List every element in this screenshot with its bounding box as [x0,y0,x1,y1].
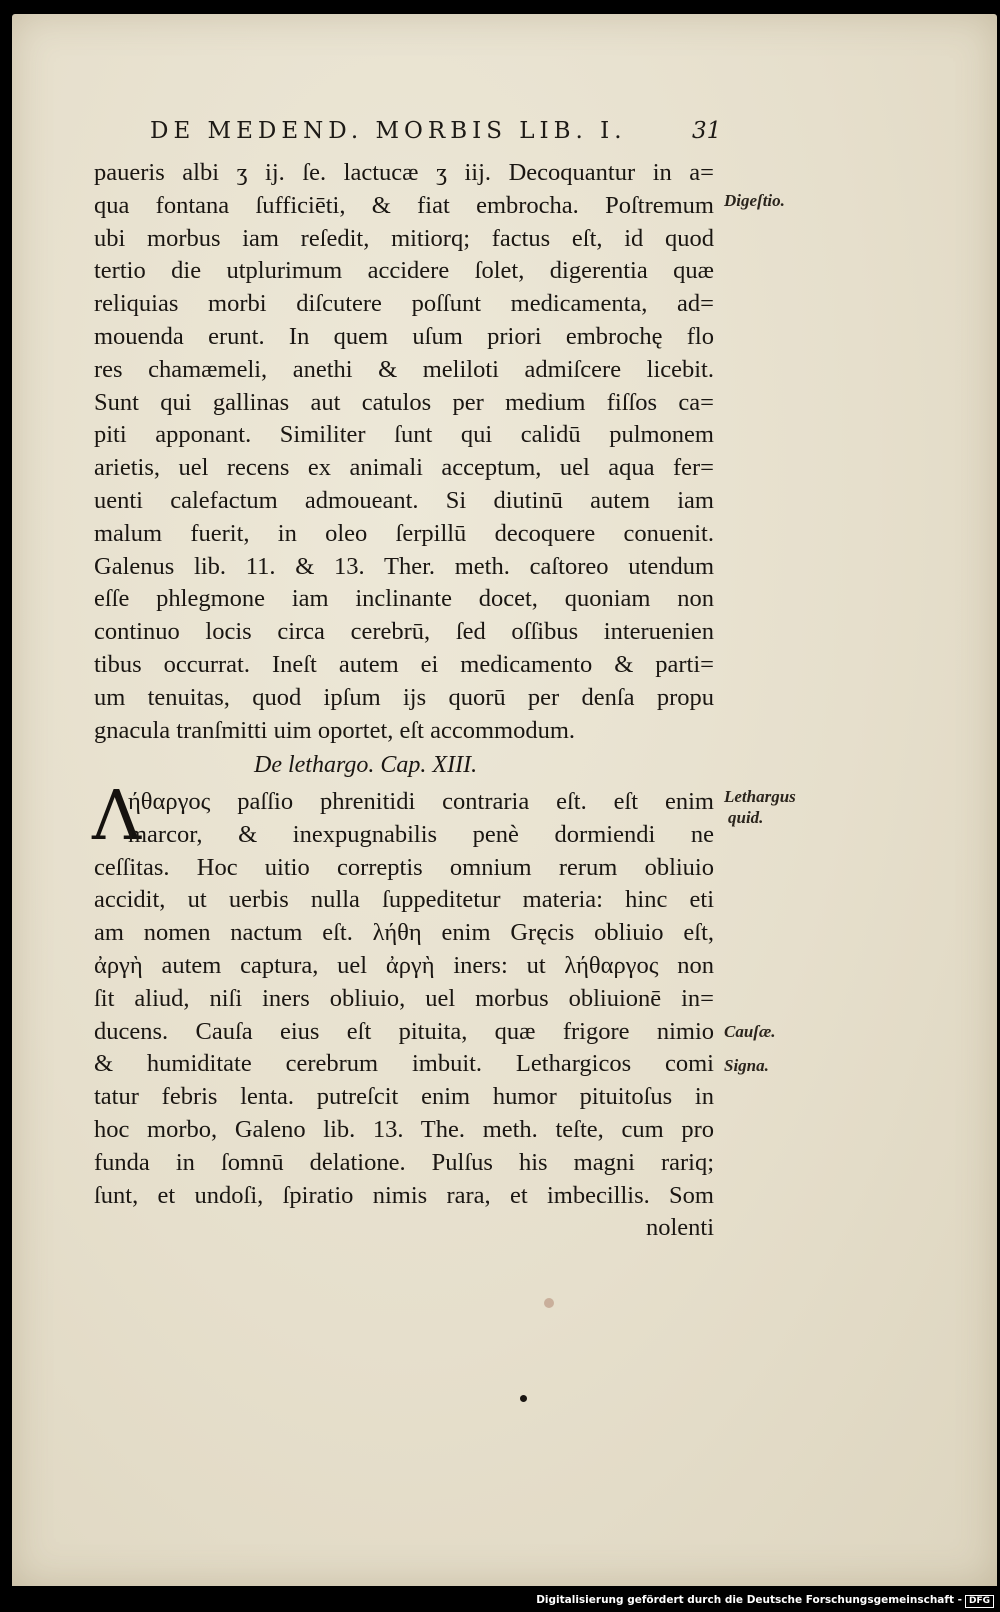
text-line: reliquias morbi diſcutere poſſunt medicamenta, ad= [94,290,714,318]
text-line: res chamæmeli, anethi & meliloti admiſcere licebit. [94,355,714,383]
decorated-initial: Λ [92,777,142,856]
text-line: am nomen nactum eſt. λήθη enim Gręcis obliuio eſt, [94,919,714,947]
text-line: continuo locis circa cerebrū, ſed oſſibus interuenien [94,618,714,646]
text-line: paueris albi ʒ ij. ſe. lactucæ ʒ iij. Decoquantur in a= [94,159,714,186]
text-line: qua fontana ſufficiēti, & fiat embrocha. Poſtremum [94,191,714,219]
text-line: malum fuerit, in oleo ſerpillū decoquere conuenit. [94,519,714,547]
text-line: ducens. Cauſa eius eſt pituita, quæ frigore nimio [94,1017,714,1045]
text-line: eſſe phlegmone iam inclinante docet, quoniam non [94,585,714,613]
text-line: ceſſitas. Hoc uitio correptis omnium rerum obliuio [94,853,714,881]
text-line: ubi morbus iam reſedit, mitiorq; factus eſt, id quod [94,224,714,252]
dfg-logo-icon: DFG [965,1595,994,1608]
marginal-note-quid: quid. [728,808,764,827]
text-line: ἀργὴ autem captura, uel ἀργὴ iners: ut λήθαργος non [94,952,714,979]
text-line: arietis, uel recens ex animali acceptum, uel aqua fer= [94,454,714,482]
text-line: Sunt qui gallinas aut catulos per medium fiſſos ca= [94,388,714,416]
text-line: tertio die utplurimum accidere ſolet, digerentia quæ [94,257,714,285]
marginal-note-lethargus: Lethargus [724,787,796,806]
page-number: 31 [692,118,722,144]
paper-stain [544,1298,554,1308]
text-line: funda in ſomnū delatione. Pulſus his magni rariq; [94,1148,714,1176]
text-line: & humiditate cerebrum imbuit. Lethargicos comi [94,1050,714,1078]
text-line: ſit aliud, niſi iners obliuio, uel morbus obliuionē in= [94,984,714,1012]
chapter-heading: De lethargo. Cap. XIII. [254,752,478,778]
text-line: ήθαργος paſſio phrenitidi contraria eſt. eſt enim [128,788,714,815]
text-line: marcor, & inexpugnabilis penè dormiendi ne [128,820,714,848]
ink-speck [520,1395,527,1402]
marginal-note-digestio: Digeſtio. [724,191,785,210]
credit-text: Digitalisierung gefördert durch die Deutsche Forschungsgemeinschaft - [536,1594,962,1606]
text-line: accidit, ut uerbis nulla ſuppeditetur materia: hinc eti [94,886,714,914]
text-line: ſunt, et undoſi, ſpiratio nimis rara, et imbecillis. Som [94,1181,714,1209]
text-line: tibus occurrat. Ineſt autem ei medicamento & parti= [94,651,714,678]
text-line: tatur febris lenta. putreſcit enim humor pituitoſus in [94,1083,714,1111]
text-line: um tenuitas, quod ipſum ijs quorū per denſa propu [94,683,714,711]
text-line: gnacula tranſmitti uim oportet, eſt accommodum. [94,716,576,744]
running-head: DE MEDEND. MORBIS LIB. I. [150,118,627,144]
book-page [12,14,997,1586]
text-line: Galenus lib. 11. & 13. Ther. meth. caſtoreo utendum [94,552,714,580]
text-line: nolenti [645,1214,714,1242]
text-line: uenti calefactum admoueant. Si diutinū autem iam [94,487,714,514]
marginal-note-signa: Signa. [724,1056,769,1075]
marginal-note-causae: Cauſæ. [724,1022,776,1041]
text-line: hoc morbo, Galeno lib. 13. The. meth. teſte, cum pro [94,1116,714,1143]
text-line: mouenda erunt. In quem uſum priori embrochę flo [94,323,714,350]
text-line: piti apponant. Similiter ſunt qui calidū pulmonem [94,421,714,449]
digitization-credit [536,1594,994,1608]
